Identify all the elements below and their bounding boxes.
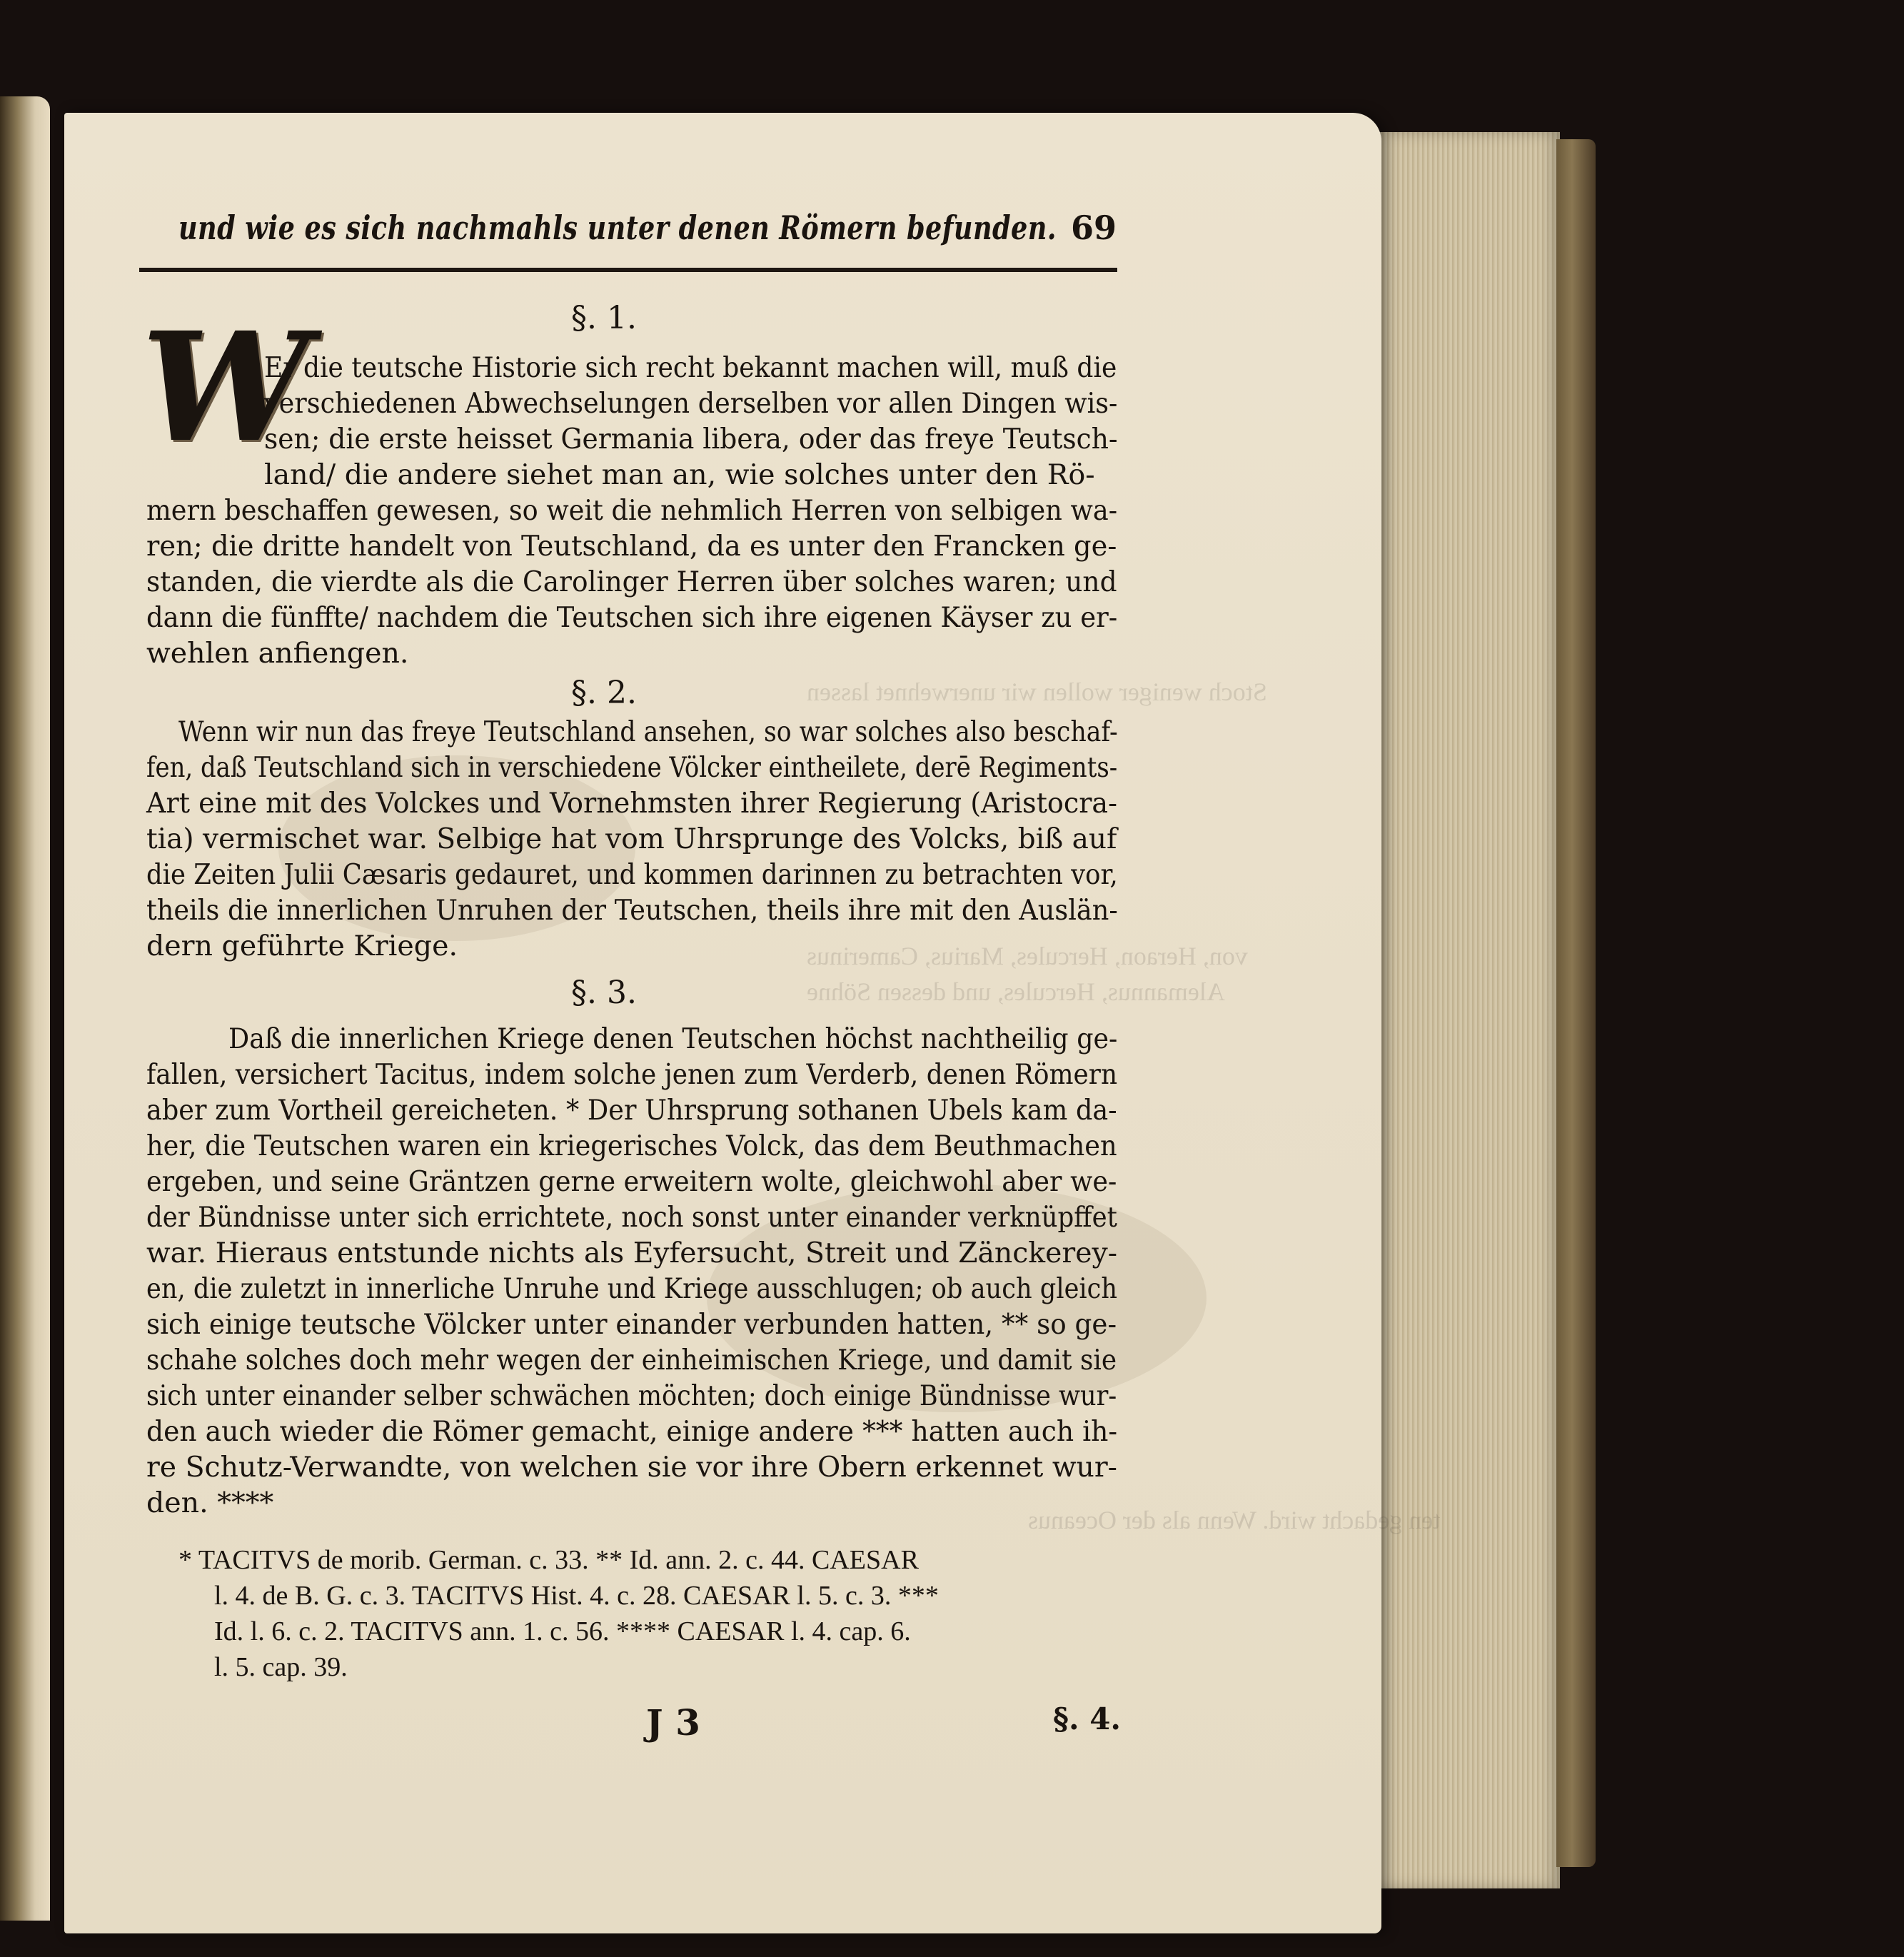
header-rule [139,268,1117,272]
show-through-text: Alemannus, Hercules, und dessen Söhne [807,977,1225,1006]
text-line: schahe solches doch mehr wegen der einheimischen Kriege, und damit sie [146,1344,1117,1377]
section-mark-3: §. 3. [571,975,637,1011]
text-line: tia) vermischet war. Selbige hat vom Uhrsprunge des Volcks, biß auf [146,822,1117,855]
signature-mark: J 3 [646,1701,700,1744]
running-head: und wie es sich nachmahls unter denen Römern befunden. [178,208,1057,247]
text-line: Daß die innerlichen Kriege denen Teutschen höchst nachtheilig ge- [228,1022,1118,1055]
section-mark-1: §. 1. [571,300,637,336]
text-line: den. **** [146,1486,274,1519]
text-line: dann die fünffte/ nachdem die Teutschen sich ihre eigenen Käyser zu er- [146,601,1118,634]
text-line: sich einige teutsche Völcker unter einander verbunden hatten, ** so ge- [146,1308,1117,1341]
text-line: land/ die andere siehet man an, wie solches unter den Rö- [264,458,1095,491]
text-line: ren; die dritte handelt von Teutschland, da es unter den Francken ge- [146,530,1117,563]
text-line: verschiedenen Abwechselungen derselben vor allen Dingen wis- [264,387,1118,420]
footnote-line: l. 5. cap. 39. [214,1652,348,1682]
text-line: den auch wieder die Römer gemacht, einige andere *** hatten auch ih- [146,1415,1118,1448]
footnote-line: * TACITVS de morib. German. c. 33. ** Id. ann. 2. c. 44. CAESAR [178,1545,919,1575]
text-line: fallen, versichert Tacitus, indem solche jenen zum Verderb, denen Römern [146,1058,1118,1091]
section-mark-2: §. 2. [571,675,637,711]
text-line: en, die zuletzt in innerliche Unruhe und Kriege ausschlugen; ob auch gleich [146,1272,1118,1305]
show-through-text: Stoch weniger wollen wir unerwehnet lassen [807,678,1267,706]
text-line: ergeben, und seine Gräntzen gerne erweitern wolte, gleichwohl aber we- [146,1165,1117,1198]
footnote-line: l. 4. de B. G. c. 3. TACITVS Hist. 4. c. 28. CAESAR l. 5. c. 3. *** [214,1581,939,1611]
text-line: sen; die erste heisset Germania libera, oder das freye Teutsch- [264,423,1118,456]
text-line: Art eine mit des Volckes und Vornehmsten ihrer Regierung (Aristocra- [146,787,1118,820]
text-line: fen, daß Teutschland sich in verschiedene Völcker eintheilete, derē Regiments- [146,751,1118,784]
text-line: der Bündnisse unter sich errichtete, noch sonst unter einander verknüpffet [146,1201,1117,1234]
text-line: aber zum Vortheil gereicheten. * Der Uhrsprung sothanen Ubels kam da- [146,1094,1117,1127]
drop-cap: W [141,299,310,476]
book-cover-edge [1556,139,1596,1867]
text-line: standen, die vierdte als die Carolinger Herren über solches waren; und [146,565,1117,598]
footnote-line: Id. l. 6. c. 2. TACITVS ann. 1. c. 56. **** CAESAR l. 4. cap. 6. [214,1616,911,1646]
text-line: re Schutz-Verwandte, von welchen sie vor ihre Obern erkennet wur- [146,1451,1117,1484]
facing-page-edge [0,96,50,1921]
text-line: Er die teutsche Historie sich recht bekannt machen will, muß die [264,351,1117,384]
show-through-text: ten gedacht wird. Wenn als der Oceanus [1028,1506,1441,1534]
catchword: §. 4. [1053,1701,1122,1736]
text-line: mern beschaffen gewesen, so weit die nehmlich Herren von selbigen wa- [146,494,1118,527]
text-line: war. Hieraus entstunde nichts als Eyfersucht, Streit und Zänckerey- [146,1237,1118,1269]
book-fore-edge [1374,132,1560,1888]
show-through-text: von, Heraon, Hercules, Marius, Camerinus [807,942,1248,970]
text-line: wehlen anfiengen. [146,637,409,670]
text-line: theils die innerlichen Unruhen der Teutschen, theils ihre mit den Auslän- [146,894,1118,927]
text-line: dern geführte Kriege. [146,930,458,962]
text-line: Wenn wir nun das freye Teutschland ansehen, so war solches also beschaf- [178,715,1118,748]
text-line: her, die Teutschen waren ein kriegerisches Volck, das dem Beuthmachen [146,1130,1117,1162]
text-line: die Zeiten Julii Cæsaris gedauret, und kommen darinnen zu betrachten vor, [146,858,1118,891]
text-line: sich unter einander selber schwächen möchten; doch einige Bündnisse wur- [146,1379,1117,1412]
page-number: 69 [1071,208,1117,247]
